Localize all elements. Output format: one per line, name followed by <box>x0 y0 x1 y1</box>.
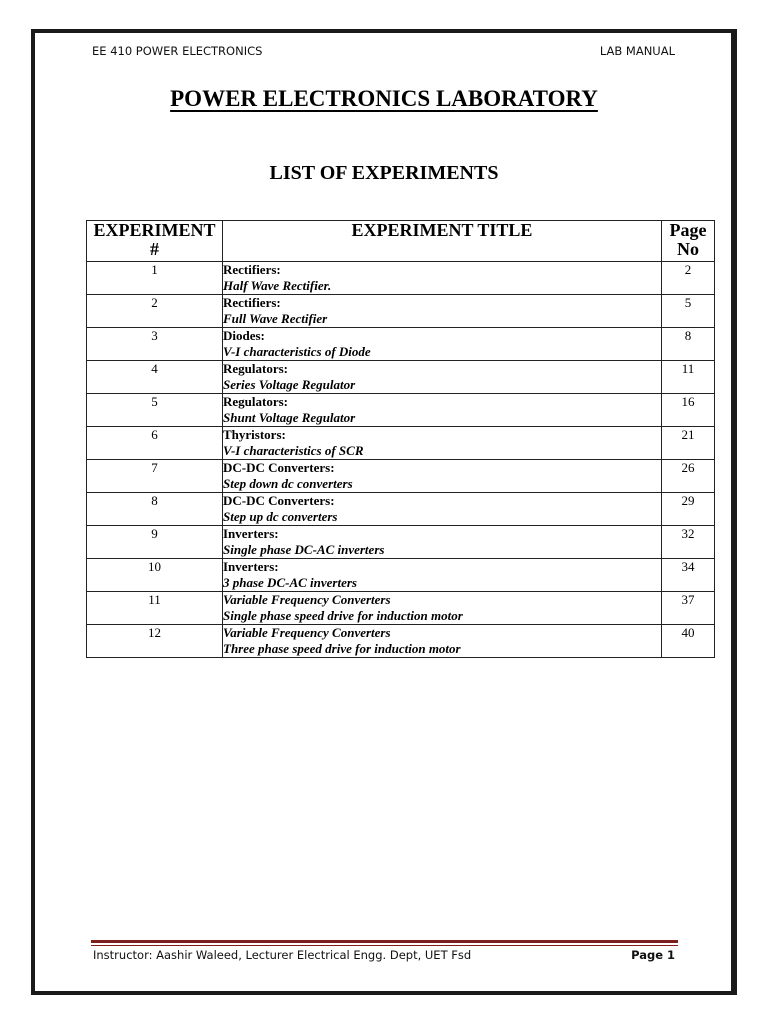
experiment-page: 8 <box>662 328 715 361</box>
experiment-description: Shunt Voltage Regulator <box>223 410 356 425</box>
table-header-row <box>87 221 715 262</box>
experiment-title-cell <box>223 361 662 394</box>
table-row <box>87 493 715 526</box>
table-row <box>87 328 715 361</box>
experiment-category: Rectifiers: <box>223 262 281 277</box>
header-experiment-number <box>87 221 223 262</box>
experiment-page: 26 <box>662 460 715 493</box>
experiment-category: Inverters: <box>223 526 279 541</box>
experiment-description: Step up dc converters <box>223 509 338 524</box>
experiment-category: Thyristors: <box>223 427 286 442</box>
experiment-page: 2 <box>662 262 715 295</box>
experiment-title-cell <box>223 559 662 592</box>
header-page-number <box>662 221 715 262</box>
table-row <box>87 361 715 394</box>
header-page-number-line1: Page <box>669 220 707 240</box>
table-row <box>87 625 715 658</box>
footer-rule-thin <box>91 945 678 946</box>
experiment-description: Series Voltage Regulator <box>223 377 356 392</box>
experiment-number: 2 <box>87 295 223 328</box>
table-row <box>87 427 715 460</box>
experiment-description: Three phase speed drive for induction motor <box>223 641 461 656</box>
experiment-description: V-I characteristics of SCR <box>223 443 364 458</box>
experiment-number: 12 <box>87 625 223 658</box>
experiment-category: Regulators: <box>223 361 288 376</box>
footer-page-number: Page 1 <box>631 948 675 962</box>
experiment-page: 5 <box>662 295 715 328</box>
experiment-description: Full Wave Rectifier <box>223 311 328 326</box>
experiment-page: 40 <box>662 625 715 658</box>
page-title-wrap <box>0 86 768 112</box>
experiment-number: 8 <box>87 493 223 526</box>
experiments-table <box>86 220 715 658</box>
table-row <box>87 295 715 328</box>
experiment-page: 11 <box>662 361 715 394</box>
experiment-title-cell <box>223 262 662 295</box>
table-row <box>87 559 715 592</box>
experiment-number: 3 <box>87 328 223 361</box>
experiment-title-cell <box>223 295 662 328</box>
experiment-number: 10 <box>87 559 223 592</box>
section-title: LIST OF EXPERIMENTS <box>269 162 499 184</box>
experiment-title-cell <box>223 625 662 658</box>
experiment-page: 29 <box>662 493 715 526</box>
table-row <box>87 460 715 493</box>
experiment-title-cell <box>223 394 662 427</box>
table-row <box>87 526 715 559</box>
header-experiment-title <box>223 221 662 262</box>
experiment-description: V-I characteristics of Diode <box>223 344 371 359</box>
experiment-category: DC-DC Converters: <box>223 460 335 475</box>
experiment-number: 7 <box>87 460 223 493</box>
header-course: EE 410 POWER ELECTRONICS <box>92 44 263 58</box>
experiment-page: 21 <box>662 427 715 460</box>
experiment-category: Variable Frequency Converters <box>223 625 391 640</box>
footer-instructor: Instructor: Aashir Waleed, Lecturer Electrical Engg. Dept, UET Fsd <box>93 948 472 962</box>
page-title: POWER ELECTRONICS LABORATORY <box>170 86 598 111</box>
experiment-number: 11 <box>87 592 223 625</box>
experiment-number: 9 <box>87 526 223 559</box>
experiment-category: Inverters: <box>223 559 279 574</box>
experiment-title-cell <box>223 427 662 460</box>
experiment-description: 3 phase DC-AC inverters <box>223 575 357 590</box>
experiment-page: 37 <box>662 592 715 625</box>
table-row <box>87 592 715 625</box>
experiment-page: 16 <box>662 394 715 427</box>
experiment-number: 5 <box>87 394 223 427</box>
experiment-category: Regulators: <box>223 394 288 409</box>
header-experiment-number-line2: # <box>150 239 159 259</box>
experiment-category: Diodes: <box>223 328 265 343</box>
experiment-page: 32 <box>662 526 715 559</box>
header-experiment-title-text: EXPERIMENT TITLE <box>351 220 533 240</box>
experiment-category: DC-DC Converters: <box>223 493 335 508</box>
experiment-number: 1 <box>87 262 223 295</box>
experiment-description: Half Wave Rectifier. <box>223 278 332 293</box>
header-page-number-line2: No <box>677 239 699 259</box>
experiment-description: Single phase DC-AC inverters <box>223 542 385 557</box>
experiment-number: 6 <box>87 427 223 460</box>
experiment-number: 4 <box>87 361 223 394</box>
experiment-description: Step down dc converters <box>223 476 353 491</box>
experiment-title-cell <box>223 460 662 493</box>
footer-rule-thick <box>91 940 678 943</box>
experiment-category: Rectifiers: <box>223 295 281 310</box>
experiment-title-cell <box>223 328 662 361</box>
table-row <box>87 394 715 427</box>
header-experiment-number-line1: EXPERIMENT <box>93 220 216 240</box>
experiment-title-cell <box>223 493 662 526</box>
experiment-category: Variable Frequency Converters <box>223 592 391 607</box>
header-manual: LAB MANUAL <box>599 44 675 58</box>
experiment-title-cell <box>223 526 662 559</box>
experiment-description: Single phase speed drive for induction motor <box>223 608 463 623</box>
table-row <box>87 262 715 295</box>
experiment-title-cell <box>223 592 662 625</box>
experiment-page: 34 <box>662 559 715 592</box>
